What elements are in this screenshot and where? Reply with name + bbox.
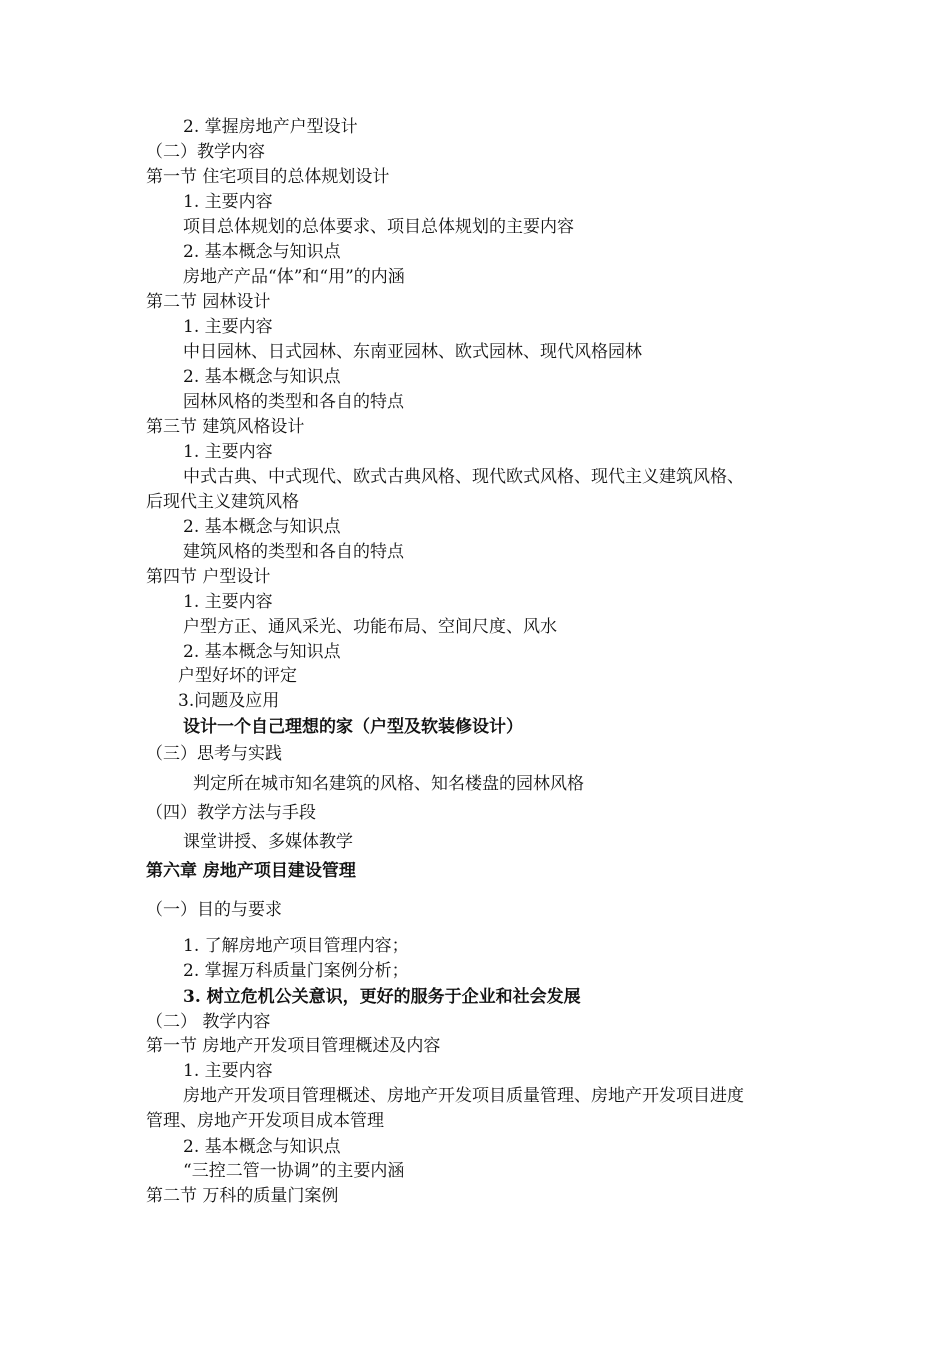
section-heading: 第四节 户型设计 bbox=[146, 567, 271, 587]
text-line: 中式古典、中式现代、欧式古典风格、现代欧式风格、现代主义建筑风格、 bbox=[183, 467, 744, 487]
text-line: 户型方正、通风采光、功能布局、空间尺度、风水 bbox=[183, 617, 557, 637]
text-line: 3.问题及应用 bbox=[178, 691, 280, 711]
text-line: 园林风格的类型和各自的特点 bbox=[183, 392, 404, 412]
bold-text-line: 设计一个自己理想的家（户型及软装修设计） bbox=[183, 717, 523, 737]
text-line: 项目总体规划的总体要求、项目总体规划的主要内容 bbox=[183, 217, 574, 237]
section-heading: （四）教学方法与手段 bbox=[146, 803, 316, 823]
text-line: 房地产产品“体”和“用”的内涵 bbox=[183, 267, 405, 287]
chapter-title: 第六章 房地产项目建设管理 bbox=[146, 861, 356, 881]
text-line: 2. 基本概念与知识点 bbox=[183, 367, 341, 387]
section-heading: （三）思考与实践 bbox=[146, 744, 282, 764]
text-line: 2. 基本概念与知识点 bbox=[183, 642, 341, 662]
section-heading: 第三节 建筑风格设计 bbox=[146, 417, 305, 437]
section-heading: 第二节 万科的质量门案例 bbox=[146, 1186, 339, 1206]
text-line: 1. 主要内容 bbox=[183, 1061, 273, 1081]
section-heading: （二） 教学内容 bbox=[146, 1012, 271, 1032]
text-line: 建筑风格的类型和各自的特点 bbox=[183, 542, 404, 562]
text-line: 判定所在城市知名建筑的风格、知名楼盘的园林风格 bbox=[193, 774, 584, 794]
section-heading: （一）目的与要求 bbox=[146, 900, 282, 920]
bold-text-line: 3. 树立危机公关意识，更好的服务于企业和社会发展 bbox=[183, 987, 581, 1007]
text-line: 1. 主要内容 bbox=[183, 317, 273, 337]
section-heading: （二）教学内容 bbox=[146, 142, 265, 162]
text-line: 管理、房地产开发项目成本管理 bbox=[146, 1111, 384, 1131]
text-line: 1. 了解房地产项目管理内容； bbox=[183, 936, 409, 956]
text-line: 1. 主要内容 bbox=[183, 592, 273, 612]
text-line: 2. 基本概念与知识点 bbox=[183, 517, 341, 537]
text-line: 1. 主要内容 bbox=[183, 442, 273, 462]
text-line: 1. 主要内容 bbox=[183, 192, 273, 212]
text-line: 2. 基本概念与知识点 bbox=[183, 242, 341, 262]
section-heading: 第二节 园林设计 bbox=[146, 292, 271, 312]
text-line: 中日园林、日式园林、东南亚园林、欧式园林、现代风格园林 bbox=[183, 342, 642, 362]
text-line: 房地产开发项目管理概述、房地产开发项目质量管理、房地产开发项目进度 bbox=[183, 1086, 744, 1106]
text-line: 2. 掌握万科质量门案例分析； bbox=[183, 961, 409, 981]
text-line: 后现代主义建筑风格 bbox=[146, 492, 299, 512]
text-line: 2. 基本概念与知识点 bbox=[183, 1137, 341, 1157]
text-line: 课堂讲授、多媒体教学 bbox=[183, 832, 353, 852]
text-line: “三控二管一协调”的主要内涵 bbox=[183, 1161, 405, 1181]
section-heading: 第一节 房地产开发项目管理概述及内容 bbox=[146, 1036, 441, 1056]
section-heading: 第一节 住宅项目的总体规划设计 bbox=[146, 167, 390, 187]
text-line: 户型好坏的评定 bbox=[178, 666, 297, 686]
text-line: 2. 掌握房地产户型设计 bbox=[183, 117, 358, 137]
